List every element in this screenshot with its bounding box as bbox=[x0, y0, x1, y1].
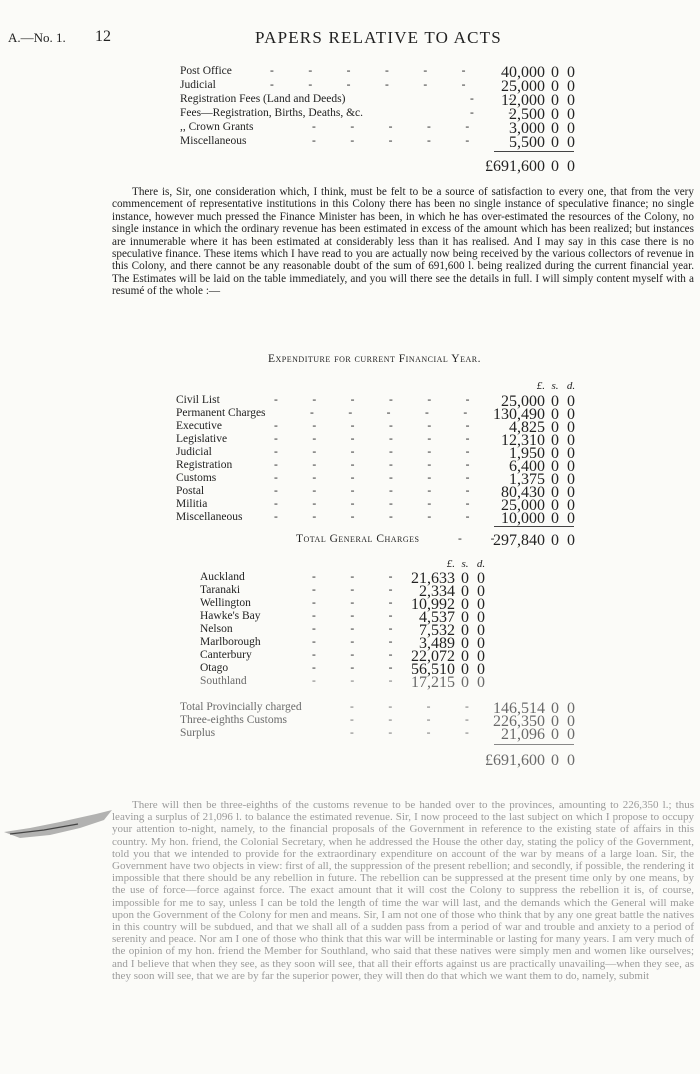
expenditure-heading: Expenditure for current Financial Year. bbox=[268, 353, 481, 365]
expenditure-amount: 4,825 bbox=[509, 419, 545, 436]
expenditure-pence: 0 bbox=[567, 445, 575, 462]
province-row: Marlborough - - - bbox=[200, 636, 393, 648]
paragraph-finance: There is, Sir, one consideration which, I think, must be felt to be a source of satisfaction to every one, that from the very commencement of representative institutions in this Colony there has been no single instance of speculative finance; no single instance, however much pressed the Finance Minister has been, in which he has over-estimated the resources of the Colony, no single instance in which the ordinary revenue has been estimated in excess of the amount which has been realized; but instances are innumerable where it has been estimated at considerably less than it has realised. And I may say in this case there is no speculative finance. These items which I have read to you are actually now being received by the various collectors of revenue in this Colony, and there cannot be any reasonable doubt of the sum of 691,600 l. being realized during the current financial year. The Estimates will be laid on the table immediately, and you will there see the details in full. I will simply content myself with a resumé of the whole :— bbox=[112, 186, 694, 298]
revenue-label: Registration Fees (Land and Deeds) bbox=[180, 93, 346, 105]
province-shillings: 0 bbox=[461, 661, 469, 678]
revenue-amount: 2,500 bbox=[509, 106, 545, 123]
total-rule bbox=[494, 151, 574, 152]
expenditure-pence: 0 bbox=[567, 406, 575, 423]
summary-label: Surplus bbox=[180, 727, 216, 739]
expenditure-row: Judicial - - - - - - bbox=[176, 446, 470, 458]
revenue-row: Miscellaneous - - - - - bbox=[180, 135, 470, 147]
expenditure-shillings: 0 bbox=[551, 432, 559, 449]
summary-row: Surplus - - - - bbox=[180, 727, 469, 739]
total-rule bbox=[494, 526, 574, 527]
province-row: Nelson - - - bbox=[200, 623, 393, 635]
expenditure-row: Postal - - - - - - bbox=[176, 485, 470, 497]
province-row: Hawke's Bay - - - bbox=[200, 610, 393, 622]
grand-total-shillings: 0 bbox=[551, 752, 559, 769]
province-pence: 0 bbox=[477, 622, 485, 639]
total-general-row: Total General Charges - - bbox=[296, 533, 495, 545]
expenditure-label: Judicial bbox=[176, 446, 212, 458]
expenditure-row: Legislative - - - - - - bbox=[176, 433, 470, 445]
province-pence: 0 bbox=[477, 596, 485, 613]
revenue-label: Judicial bbox=[180, 79, 216, 91]
summary-amount: 21,096 bbox=[501, 726, 545, 743]
province-amount: 10,992 bbox=[411, 596, 455, 613]
province-amount: 3,489 bbox=[419, 635, 455, 652]
summary-pence: 0 bbox=[567, 700, 575, 717]
revenue-shillings: 0 bbox=[551, 120, 559, 137]
expenditure-shillings: 0 bbox=[551, 458, 559, 475]
expenditure-pence: 0 bbox=[567, 393, 575, 410]
province-shillings: 0 bbox=[461, 674, 469, 691]
total-general-pence: 0 bbox=[567, 532, 575, 549]
pence-header: d. bbox=[566, 380, 576, 392]
revenue-label: Post Office bbox=[180, 65, 232, 77]
expenditure-row: Miscellaneous - - - - - - bbox=[176, 511, 470, 523]
revenue-shillings: 0 bbox=[551, 78, 559, 95]
revenue-row: Registration Fees (Land and Deeds) - - bbox=[180, 93, 513, 105]
grand-total-amount: £691,600 bbox=[485, 752, 545, 769]
summary-label: Total Provincially charged bbox=[180, 701, 302, 713]
expenditure-shillings: 0 bbox=[551, 393, 559, 410]
province-amount: 2,334 bbox=[419, 583, 455, 600]
expenditure-label: Customs bbox=[176, 472, 217, 484]
paragraph-war-loan: There will then be three-eighths of the customs revenue to be handed over to the provinces, amounting to 226,350 l.; thus leaving a surplus of 21,096 l. to balance the estimated revenue. Sir, I now proceed to the last subject on which I propose to occupy your attention to-night, namely, to the financial proposals of the Government in reference to the existing state of affairs in this country. My hon. friend, the Colonial Secretary, when he addressed the House the other day, stating the policy of the Government, told you that we intended to provide for the extraordinary expenditure on account of the war by means of a large loan. Sir, the Government have two objects in view: first of all, the suppression of the present rebellion; and secondly, if possible, the rendering it impossible that there should be any rebellion in future. The rebellion can be suppressed at the present time only by one means, by the use of force—force against force. The exact amount that it will cost the Colony to suppress the rebellion it is, of course, impossible for me to say, unless I can be told the length of time the war will last, and the demands which the General will make upon the Government of the Colony for men and means. Sir, I am not one of those who think that by any one great battle the natives in this country will be subdued, and that we shall all of a sudden pass from a period of war and trouble and anxiety to a period of serenity and peace. Nor am I one of those who think that this war will be interminable or lasting for many years. I am very much of the opinion of my hon. friend the Member for Southland, who said that these natives were simply men and women like ourselves; and I believe that when they see, as they soon will see, that all their efforts against us are practically unavailing—when they see, as they soon will see, that we are by far the superior power, they will then do that which we want them to do, namely, submit bbox=[112, 799, 694, 982]
revenue-label: ,, Crown Grants bbox=[180, 121, 254, 133]
province-pence: 0 bbox=[477, 635, 485, 652]
province-amount: 17,215 bbox=[411, 674, 455, 691]
province-shillings: 0 bbox=[461, 596, 469, 613]
revenue-row: Judicial - - - - - - bbox=[180, 79, 466, 91]
revenue-amount: 3,000 bbox=[509, 120, 545, 137]
expenditure-row: Customs - - - - - - bbox=[176, 472, 470, 484]
expenditure-pence: 0 bbox=[567, 458, 575, 475]
page-number: 12 bbox=[95, 28, 111, 45]
expenditure-pence: 0 bbox=[567, 471, 575, 488]
expenditure-amount: 130,490 bbox=[493, 406, 545, 423]
summary-amount: 226,350 bbox=[493, 713, 545, 730]
expenditure-label: Executive bbox=[176, 420, 222, 432]
expenditure-pence: 0 bbox=[567, 497, 575, 514]
summary-amount: 146,514 bbox=[493, 700, 545, 717]
summary-shillings: 0 bbox=[551, 700, 559, 717]
summary-row: Total Provincially charged - - - - bbox=[180, 701, 469, 713]
province-label: Southland bbox=[200, 675, 247, 687]
revenue-amount: 5,500 bbox=[509, 134, 545, 151]
expenditure-pence: 0 bbox=[567, 419, 575, 436]
revenue-label: Miscellaneous bbox=[180, 135, 247, 147]
province-shillings: 0 bbox=[461, 583, 469, 600]
expenditure-label: Permanent Charges bbox=[176, 407, 266, 419]
expenditure-label: Miscellaneous bbox=[176, 511, 243, 523]
province-pence: 0 bbox=[477, 661, 485, 678]
revenue-label: Fees—Registration, Births, Deaths, &c. bbox=[180, 107, 364, 119]
expenditure-row: Militia - - - - - - bbox=[176, 498, 470, 510]
province-pence: 0 bbox=[477, 583, 485, 600]
revenue-pence: 0 bbox=[567, 78, 575, 95]
expenditure-label: Postal bbox=[176, 485, 205, 497]
province-pence: 0 bbox=[477, 674, 485, 691]
expenditure-amount: 12,310 bbox=[501, 432, 545, 449]
expenditure-pence: 0 bbox=[567, 484, 575, 501]
revenue-row: ,, Crown Grants - - - - - bbox=[180, 121, 470, 133]
province-amount: 21,633 bbox=[411, 570, 455, 587]
expenditure-shillings: 0 bbox=[551, 445, 559, 462]
total-general-label: Total General Charges bbox=[296, 533, 420, 545]
expenditure-shillings: 0 bbox=[551, 406, 559, 423]
pounds-header: £. bbox=[536, 380, 545, 392]
revenue-shillings: 0 bbox=[551, 64, 559, 81]
province-shillings: 0 bbox=[461, 570, 469, 587]
province-amount: 4,537 bbox=[419, 609, 455, 626]
pounds-header: £. bbox=[446, 558, 455, 570]
revenue-row: Fees—Registration, Births, Deaths, &c. - - bbox=[180, 107, 513, 119]
expenditure-amount: 10,000 bbox=[501, 510, 545, 527]
province-amount: 22,072 bbox=[411, 648, 455, 665]
summary-row: Three-eighths Customs - - - - bbox=[180, 714, 469, 726]
expenditure-shillings: 0 bbox=[551, 510, 559, 527]
province-shillings: 0 bbox=[461, 622, 469, 639]
page-header bbox=[0, 28, 700, 52]
expenditure-shillings: 0 bbox=[551, 419, 559, 436]
revenue-total: £691,600 bbox=[485, 158, 545, 175]
province-label: Nelson bbox=[200, 623, 233, 635]
province-label: Auckland bbox=[200, 571, 245, 583]
expenditure-row: Permanent Charges - - - - - bbox=[176, 407, 468, 419]
expenditure-amount: 6,400 bbox=[509, 458, 545, 475]
expenditure-amount: 25,000 bbox=[501, 497, 545, 514]
province-amount: 56,510 bbox=[411, 661, 455, 678]
paper-reference: A.—No. 1. bbox=[8, 30, 66, 45]
expenditure-label: Civil List bbox=[176, 394, 220, 406]
pence-header: d. bbox=[476, 558, 486, 570]
province-shillings: 0 bbox=[461, 609, 469, 626]
province-shillings: 0 bbox=[461, 635, 469, 652]
revenue-pence: 0 bbox=[567, 64, 575, 81]
expenditure-amount: 1,950 bbox=[509, 445, 545, 462]
revenue-total-shillings: 0 bbox=[551, 158, 559, 175]
revenue-shillings: 0 bbox=[551, 92, 559, 109]
revenue-amount: 25,000 bbox=[501, 78, 545, 95]
page-title: PAPERS RELATIVE TO ACTS bbox=[255, 28, 502, 47]
province-shillings: 0 bbox=[461, 648, 469, 665]
ink-smudge bbox=[0, 808, 120, 842]
expenditure-label: Registration bbox=[176, 459, 233, 471]
revenue-pence: 0 bbox=[567, 106, 575, 123]
expenditure-shillings: 0 bbox=[551, 497, 559, 514]
revenue-pence: 0 bbox=[567, 92, 575, 109]
province-pence: 0 bbox=[477, 609, 485, 626]
expenditure-label: Militia bbox=[176, 498, 208, 510]
summary-pence: 0 bbox=[567, 713, 575, 730]
expenditure-pence: 0 bbox=[567, 432, 575, 449]
expenditure-amount: 1,375 bbox=[509, 471, 545, 488]
summary-label: Three-eighths Customs bbox=[180, 714, 287, 726]
revenue-amount: 40,000 bbox=[501, 64, 545, 81]
revenue-total-pence: 0 bbox=[567, 158, 575, 175]
province-label: Canterbury bbox=[200, 649, 252, 661]
expenditure-shillings: 0 bbox=[551, 484, 559, 501]
province-row: Auckland - - - bbox=[200, 571, 393, 583]
shillings-header: s. bbox=[461, 558, 469, 570]
revenue-pence: 0 bbox=[567, 120, 575, 137]
expenditure-label: Legislative bbox=[176, 433, 228, 445]
summary-shillings: 0 bbox=[551, 726, 559, 743]
province-amount: 7,532 bbox=[419, 622, 455, 639]
province-pence: 0 bbox=[477, 570, 485, 587]
province-row: Taranaki - - - bbox=[200, 584, 393, 596]
total-general-amount: 297,840 bbox=[493, 532, 545, 549]
province-label: Otago bbox=[200, 662, 229, 674]
province-row: Southland - - - bbox=[200, 675, 393, 687]
expenditure-row: Executive - - - - - - bbox=[176, 420, 470, 432]
expenditure-shillings: 0 bbox=[551, 471, 559, 488]
expenditure-row: Registration - - - - - - bbox=[176, 459, 470, 471]
total-general-shillings: 0 bbox=[551, 532, 559, 549]
summary-pence: 0 bbox=[567, 726, 575, 743]
summary-shillings: 0 bbox=[551, 713, 559, 730]
province-row: Otago - - - bbox=[200, 662, 393, 674]
province-row: Wellington - - - bbox=[200, 597, 393, 609]
province-pence: 0 bbox=[477, 648, 485, 665]
province-label: Hawke's Bay bbox=[200, 610, 261, 622]
revenue-shillings: 0 bbox=[551, 134, 559, 151]
revenue-pence: 0 bbox=[567, 134, 575, 151]
expenditure-pence: 0 bbox=[567, 510, 575, 527]
revenue-row: Post Office - - - - - - bbox=[180, 65, 466, 77]
total-rule bbox=[494, 744, 574, 745]
expenditure-amount: 25,000 bbox=[501, 393, 545, 410]
expenditure-row: Civil List - - - - - - bbox=[176, 394, 470, 406]
grand-total-pence: 0 bbox=[567, 752, 575, 769]
revenue-shillings: 0 bbox=[551, 106, 559, 123]
province-label: Wellington bbox=[200, 597, 251, 609]
revenue-amount: 12,000 bbox=[501, 92, 545, 109]
shillings-header: s. bbox=[551, 380, 559, 392]
expenditure-amount: 80,430 bbox=[501, 484, 545, 501]
province-label: Marlborough bbox=[200, 636, 261, 648]
province-label: Taranaki bbox=[200, 584, 241, 596]
province-row: Canterbury - - - bbox=[200, 649, 393, 661]
